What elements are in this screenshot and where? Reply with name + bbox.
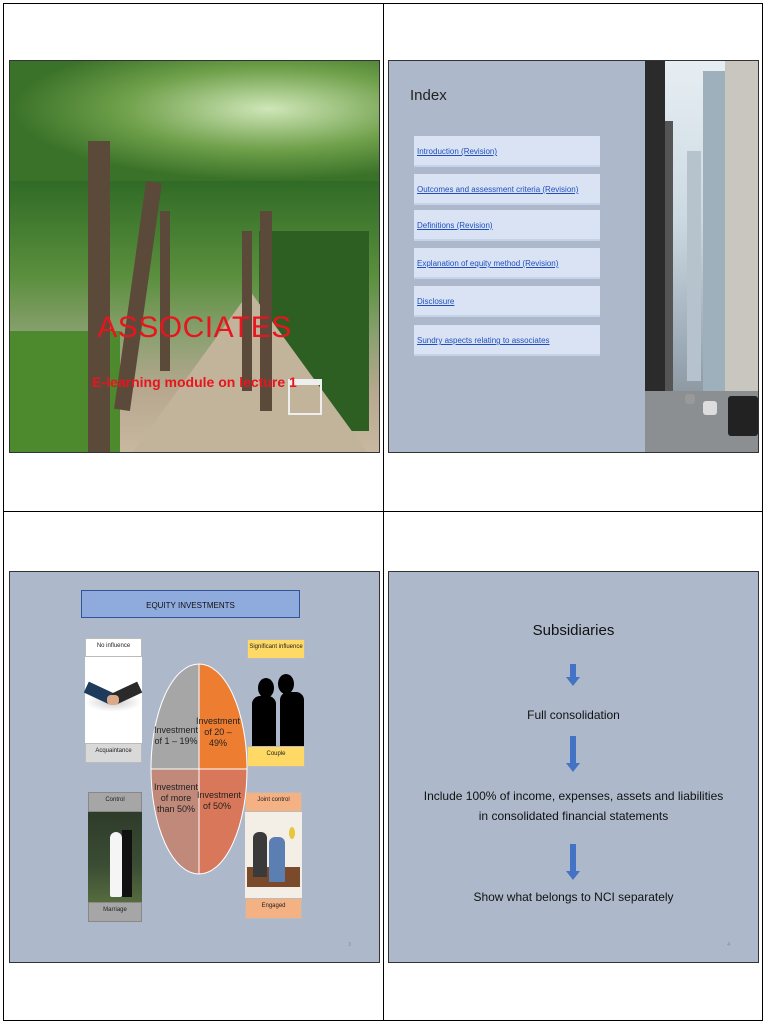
slide-title — [9, 60, 380, 453]
include-100-text-line2: in consolidated financial statements — [478, 809, 669, 823]
index-link-sundry-aspects[interactable]: Sundry aspects relating to associates — [414, 325, 600, 356]
down-arrow-icon — [566, 844, 580, 880]
slide-title-text: ASSOCIATES — [97, 311, 292, 344]
index-link-introduction[interactable]: Introduction (Revision) — [414, 136, 600, 167]
slide-equity-investments — [9, 571, 380, 963]
include-100-text-line1: Include 100% of income, expenses, assets and liabilities — [423, 789, 724, 803]
couple-label: Couple — [247, 746, 305, 767]
pie-label-20-49: Investment of 20 – 49% — [196, 716, 241, 748]
engaged-label: Engaged — [245, 898, 302, 919]
tree-canopy — [10, 61, 379, 181]
city-photo — [645, 61, 759, 453]
slide-index — [388, 60, 759, 453]
index-link-equity-method[interactable]: Explanation of equity method (Revision) — [414, 248, 600, 279]
grid-divider-horizontal — [3, 511, 763, 512]
no-influence-label: No influence — [85, 638, 142, 657]
pie-slice-1-19 — [151, 664, 199, 769]
equity-investments-title: EQUITY INVESTMENTS — [81, 590, 300, 618]
page-number: 3 — [348, 942, 351, 948]
full-consolidation-text: Full consolidation — [527, 708, 620, 722]
investment-pie-chart — [137, 664, 257, 874]
down-arrow-icon — [566, 664, 580, 686]
index-title: Index — [410, 87, 447, 104]
nci-separately-text: Show what belongs to NCI separately — [473, 890, 674, 904]
grid-divider-vertical — [383, 3, 384, 1021]
joint-control-label: Joint control — [245, 792, 302, 812]
down-arrow-icon — [566, 736, 580, 772]
control-label: Control — [88, 792, 142, 812]
pie-slice-50 — [199, 769, 247, 874]
couple-silhouette — [250, 672, 306, 746]
wedding-photo — [88, 812, 142, 902]
index-link-definitions[interactable]: Definitions (Revision) — [414, 210, 600, 241]
page-number: 4 — [727, 942, 730, 948]
slide-subsidiaries — [388, 571, 759, 963]
handshake-photo — [85, 657, 142, 743]
index-link-disclosure[interactable]: Disclosure — [414, 286, 600, 317]
tree-trunk — [160, 211, 170, 371]
tree-trunk — [88, 141, 110, 453]
acquaintance-label: Acquaintance — [85, 743, 142, 763]
slide-subtitle-text: E-learning module on lecture 1 — [92, 374, 297, 390]
significant-influence-label: Significant influence — [247, 639, 305, 659]
marriage-label: Marriage — [88, 902, 142, 922]
index-link-outcomes[interactable]: Outcomes and assessment criteria (Revision) — [414, 174, 600, 205]
pie-label-50: Investment of 50% — [197, 790, 242, 811]
pie-label-more-than-50: Investment of more than 50% — [153, 782, 199, 814]
subsidiaries-heading: Subsidiaries — [532, 622, 615, 639]
pie-label-1-19: Investment of 1 – 19% — [153, 725, 199, 746]
